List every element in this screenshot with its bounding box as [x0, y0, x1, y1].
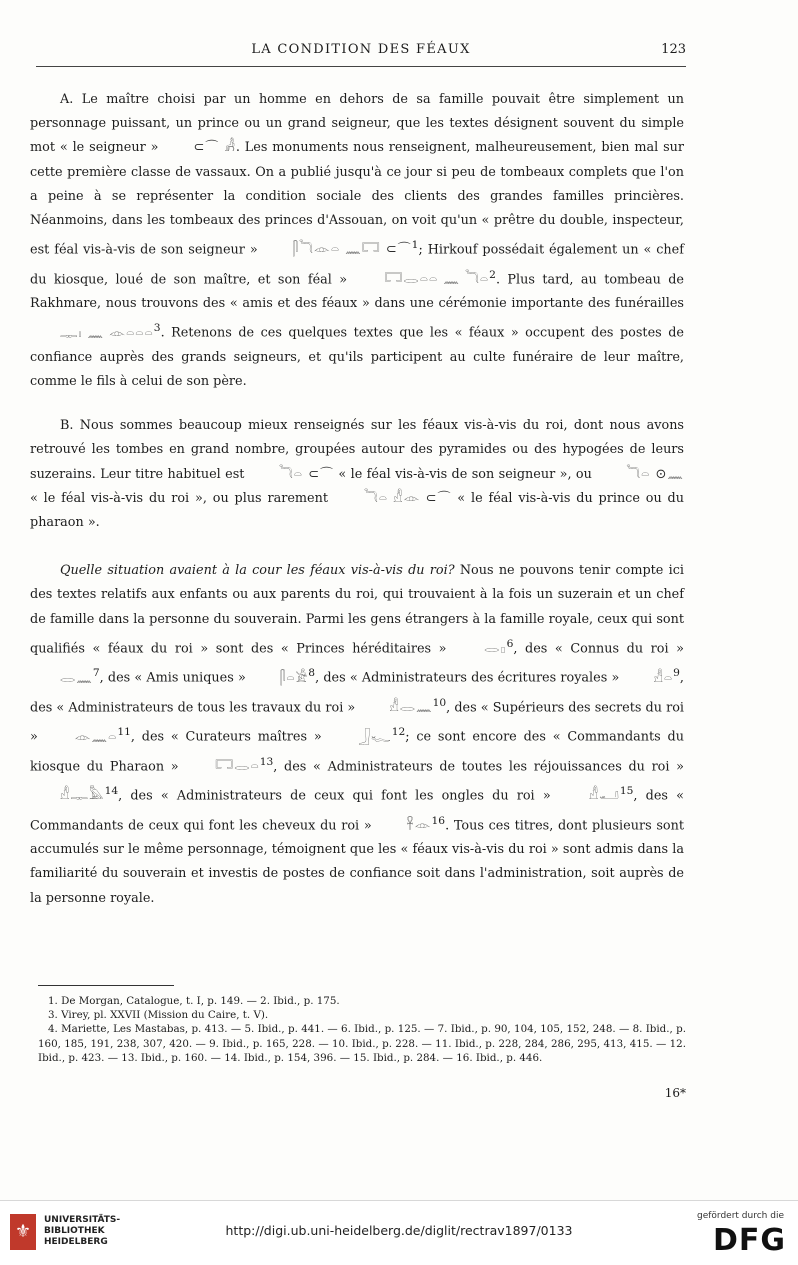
funder-label: gefördert durch die: [697, 1211, 784, 1221]
section-a-paragraph: [30, 88, 684, 394]
hieroglyph-group: 𓃀𓆑: [358, 729, 392, 745]
hieroglyph-group: 𓊃𓏤 𓈖 𓁹𓏏𓏏𓏏: [60, 325, 154, 341]
text-run: « le féal vis-à-vis du prince ou du pharaon ».: [30, 490, 684, 531]
text-run: ; Hirkouf possédait également un « chef du kiosque, loué de son maître, et son féal »: [30, 242, 684, 287]
hieroglyph-group: 𓀭𓂝: [588, 788, 620, 804]
text-run: , des « Supérieurs des secrets du roi »: [30, 700, 684, 745]
section-b-paragraph: [30, 414, 684, 535]
hieroglyph-group: 𓉐𓂋𓏏: [215, 759, 260, 774]
footnote-ref[interactable]: 14: [104, 784, 119, 798]
text-run: . Plus tard, au tombeau de Rakhmare, nous trouvons des « amis et des féaux » dans une cérémonie importante des funérailles: [30, 271, 684, 312]
text-run: , des « Administrateurs des écritures royales »: [315, 670, 624, 686]
footnote-ref[interactable]: 11: [117, 725, 131, 739]
footnote: 1. De Morgan, Catalogue, t. I, p. 149. — 2. Ibid., p. 175.: [48, 995, 340, 1007]
page-number: 123: [661, 42, 686, 57]
text-run: , des « Amis uniques »: [99, 670, 250, 686]
hieroglyph-group: 𓉐𓂋𓏏𓏏 𓈖 𓆓𓏏: [384, 271, 490, 287]
text-run: , des « Administrateurs de toutes les réjouissances du roi »: [273, 759, 684, 774]
hieroglyph-group: 𓆓𓏏 ⊙𓈖: [626, 466, 684, 482]
footnote-ref[interactable]: 9: [673, 666, 680, 680]
footnote: 3. Virey, pl. XXVII (Mission du Caire, t. V).: [48, 1009, 269, 1022]
dfg-logo[interactable]: DFG: [712, 1223, 786, 1258]
sheet-number: 16*: [664, 1086, 686, 1100]
footnote-ref[interactable]: 15: [619, 784, 634, 798]
footnote-ref[interactable]: 10: [432, 695, 447, 709]
section-c-paragraph: [30, 559, 684, 911]
text-run: . Les monuments nous renseignent, malheureusement, bien mal sur cette première classe de vassaux. On a publié jusqu'à ce jour si peu de tombeaux complets que l'on a peine à se représenter la condition sociale des clients des grandes familles princières. Néanmoins, dans les tombeaux des princes d'Assouan, on voit qu'un « prêtre du double, inspecteur, est féal vis-à-vis de son seigneur »: [30, 140, 684, 258]
hieroglyph-group: 𓀭𓂋𓈖: [389, 700, 433, 716]
footnote-ref[interactable]: 13: [259, 754, 274, 768]
text-run: , des « Commandants de ceux qui font les cheveux du roi »: [30, 788, 684, 833]
text-run: , des « Administrateurs de ceux qui font les ongles du roi »: [118, 788, 559, 804]
text-run: . Tous ces titres, dont plusieurs sont accumulés sur le même personnage, témoignent que les « féaux vis-à-vis du roi » sont admis dans la familiarité du souverain et investis de postes de confiance soit dans l'administration, soit auprès de la personne royale.: [30, 817, 684, 906]
main-text: [30, 88, 684, 911]
text-run: , des « Curateurs maîtres »: [130, 729, 329, 745]
running-title: LA CONDITION DES FÉAUX: [251, 42, 471, 57]
footnote-divider: [38, 985, 174, 986]
hieroglyph-group: 𓋹𓁹: [406, 817, 432, 833]
text-run: B. Nous sommes beaucoup mieux renseignés sur les féaux vis-à-vis du roi, dont nous avons retrouvé les tombes en grand nombre, groupées autour des pyramides ou des hypogées de leurs suzerains. Leur titre habituel est: [30, 418, 684, 482]
hieroglyph-group: ⊂⌒ 𓀻: [193, 140, 236, 156]
hieroglyph-group: 𓋴𓆓𓁹𓏏 𓈖𓉐 ⊂⌒: [292, 242, 412, 258]
footnote: 4. Mariette, Les Mastabas, p. 413. — 5. Ibid., p. 441. — 6. Ibid., p. 125. — 7. Ibid., p. 90, 104, 105, 152, 248. — 8. Ibid., p. 160, 185, 191, 238, 307, 420. — 9. Ibid., p. 165, 228. — 10. Ibid., p. 228. — 11. Ibid., p. 228, 284, 286, 295, 413, 415. — 12. Ibid., p. 423. — 13. Ibid., p. 160. — 14. Ibid., p. 154, 396. — 15. Ibid., p. 284. — 16. Ibid., p. 446.: [38, 1023, 686, 1064]
footnote-ref[interactable]: 7: [92, 666, 100, 680]
text-run: ; ce sont encore des « Commandants du kiosque du Pharaon »: [30, 729, 684, 774]
hieroglyph-group: 𓆓𓏏 𓀭𓁹 ⊂⌒: [363, 490, 452, 506]
text-run: . Retenons de ces quelques textes que les « féaux » occupent des postes de confiance auprès des grands seigneurs, et qu'ils participent au culte funéraire de leur maître, comme le fils à celui de son père.: [30, 325, 684, 390]
university-seal-icon[interactable]: ⚜: [10, 1214, 36, 1250]
hieroglyph-group: 𓀭𓊃𓅓: [60, 788, 105, 804]
italic-lead: Quelle situation avaient à la cour les féaux vis-à-vis du roi?: [60, 563, 455, 579]
text-run: , des « Administrateurs de tous les travaux du roi »: [30, 670, 684, 716]
library-name: UNIVERSITÄTS- BIBLIOTHEK HEIDELBERG: [44, 1215, 121, 1247]
hieroglyph-group: 𓋴𓏏𓀀: [279, 670, 309, 686]
footnote-ref[interactable]: 12: [391, 725, 406, 739]
hieroglyph-group: 𓂋𓈖: [60, 670, 93, 686]
viewer-footer: [0, 1200, 798, 1265]
footnote-ref[interactable]: 16: [431, 813, 446, 827]
hieroglyph-group: 𓆓𓏏 ⊂⌒: [278, 466, 334, 482]
text-run: « le féal vis-à-vis de son seigneur », ou: [333, 466, 597, 482]
text-run: « le féal vis-à-vis du roi », ou plus rarement: [30, 490, 334, 506]
footnote-ref[interactable]: 3: [153, 321, 161, 335]
footnotes: [38, 994, 686, 1065]
text-run: Nous ne pouvons tenir compte ici des textes relatifs aux enfants ou aux parents du roi, qui trouvaient à la fois un suzerain et un chef de famille dans la personne du souverain. Parmi les gens étrangers à la famille royale, ceux qui sont qualifiés « féaux du roi » sont des « Princes héréditaires »: [30, 563, 684, 657]
hieroglyph-group: 𓂋𓊪: [484, 641, 507, 657]
text-run: , des « Connus du roi »: [513, 641, 684, 657]
source-url-link[interactable]: http://digi.ub.uni-heidelberg.de/diglit/rectrav1897/0133: [225, 1223, 573, 1238]
hieroglyph-group: 𓀭𓏏: [653, 670, 674, 686]
hieroglyph-group: 𓁹𓈖𓏏: [74, 729, 118, 745]
footnote-ref[interactable]: 2: [489, 267, 496, 281]
page-header: [36, 40, 686, 67]
footnote-ref[interactable]: 6: [506, 636, 514, 650]
footnote-ref[interactable]: 8: [308, 666, 316, 680]
text-run: A. Le maître choisi par un homme en dehors de sa famille pouvait être simplement un personnage puissant, un prince ou un grand seigneur, que les textes désignent souvent du simple mot « le seigneur »: [30, 92, 684, 156]
footnote-ref[interactable]: 1: [411, 238, 419, 252]
